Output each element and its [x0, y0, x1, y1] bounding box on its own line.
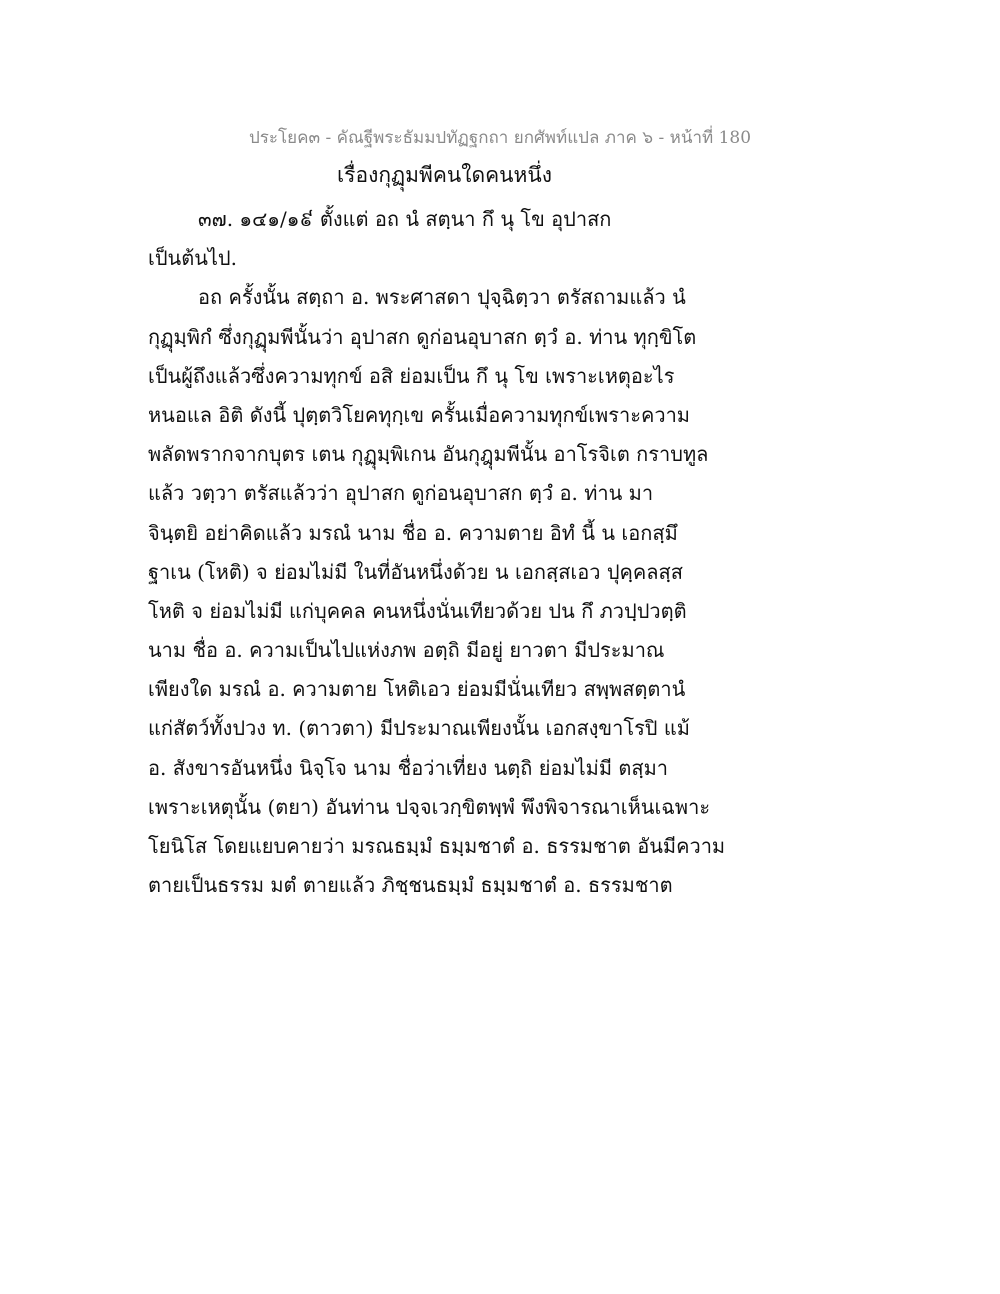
- text-line: โยนิโส โดยแยบคายว่า มรณธมฺมํ ธมฺมชาตํ อ. ธรรมชาต อันมีความ: [148, 834, 726, 858]
- text-line: กุฏุมฺพิกํ ซึ่งกุฏุมพีนั้นว่า อุปาสก ดูก่อนอุบาสก ตฺวํ อ. ท่าน ทุกฺขิโต: [148, 324, 697, 349]
- text-line: เป็นต้นไป.: [148, 246, 237, 271]
- text-line: ตายเป็นธรรม มตํ ตายแล้ว ภิชฺชนธมฺมํ ธมฺมชาตํ อ. ธรรมชาต: [148, 873, 673, 898]
- text-line: เพราะเหตุนั้น (ตยา) อันท่าน ปจฺจเวกฺขิตพฺพํ พึงพิจารณาเห็นเฉพาะ: [148, 794, 711, 819]
- text-line: พลัดพรากจากบุตร เตน กุฏุมฺพิเกน อันกุฎุมพีนั้น อาโรจิเต กราบทูล: [148, 442, 709, 467]
- text-line: อ. สังขารอันหนึ่ง นิจฺโจ นาม ชื่อว่าเที่ยง นตฺถิ ย่อมไม่มี ตสฺมา: [148, 755, 668, 780]
- text-line: แก่สัตว์ทั้งปวง ท. (ตาวตา) มีประมาณเพียงนั้น เอกสงฺขาโรปิ แม้: [148, 716, 690, 741]
- running-header: [0, 124, 1000, 151]
- text-line: เป็นผู้ถึงแล้วซึ่งความทุกข์ อสิ ย่อมเป็น กึ นุ โข เพราะเหตุอะไร: [148, 363, 675, 388]
- text-line: เพียงใด มรณํ อ. ความตาย โหติเอว ย่อมมีนั่นเทียว สพฺพสตฺตานํ: [148, 677, 686, 702]
- text-line: หนอแล อิติ ดังนี้ ปุตฺตวิโยคทุกฺเข ครั้นเมื่อความทุกข์เพราะความ: [148, 402, 690, 427]
- text-line: นาม ชื่อ อ. ความเป็นไปแห่งภพ อตฺถิ มีอยู่ ยาวตา มีประมาณ: [148, 638, 665, 663]
- text-line: โหติ จ ย่อมไม่มี แก่บุคคล คนหนึ่งนั่นเทียวด้วย ปน กึ ภวปฺปวตฺติ: [148, 598, 687, 623]
- text-line: ๓๗. ๑๔๑/๑៩ ตั้งแต่ อถ นํ สตฺนา กึ นุ โข อุปาสก: [198, 207, 612, 231]
- running-header-text: ประโยค๓ - คัณฐีพระธัมมปทัฏฐกถา ยกศัพท์แปล ภาค ๖ - หน้าที่ 180: [248, 128, 752, 148]
- text-line: ฐาเน (โหติ) จ ย่อมไม่มี ในที่อันหนึ่งด้วย น เอกสฺสเอว ปุคฺคลสฺส: [148, 559, 683, 584]
- story-title: เรื่องกุฏุมพีคนใดคนหนึ่ง: [337, 163, 552, 187]
- body-text: [148, 200, 828, 905]
- text-line: อถ ครั้งนั้น สตฺถา อ. พระศาสดา ปุจฺฉิตฺวา ตรัสถามแล้ว นํ: [198, 285, 686, 310]
- text-line: จินฺตยิ อย่าคิดแล้ว มรณํ นาม ชื่อ อ. ความตาย อิทํ นี้ น เอกสฺมึ: [148, 520, 678, 545]
- text-line: แล้ว วตฺวา ตรัสแล้วว่า อุปาสก ดูก่อนอุบาสก ตฺวํ อ. ท่าน มา: [148, 481, 654, 506]
